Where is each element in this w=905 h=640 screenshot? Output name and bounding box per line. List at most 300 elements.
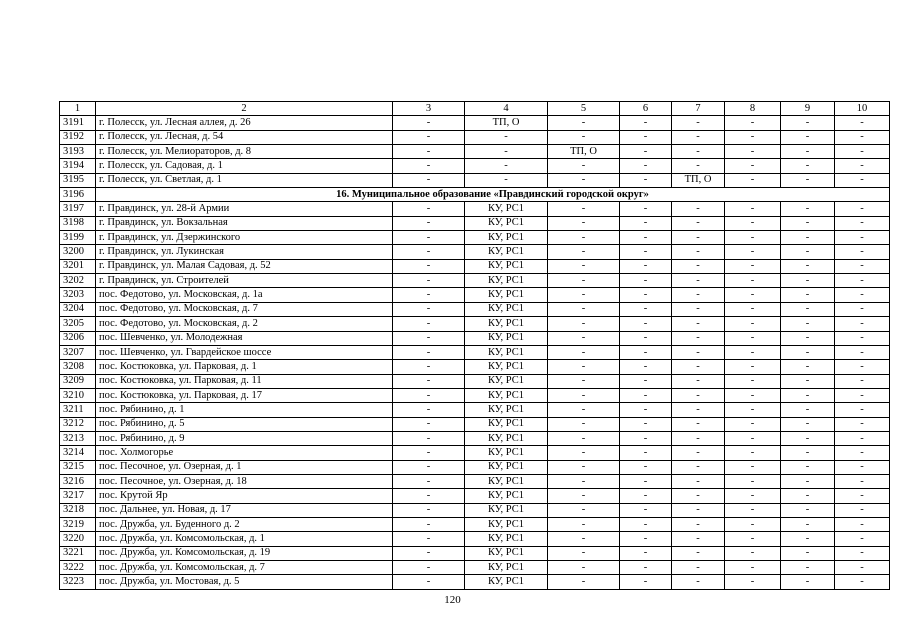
address-cell: пос. Дружба, ул. Комсомольская, д. 1: [96, 532, 393, 546]
table-row: [60, 431, 890, 445]
value-cell: -: [672, 231, 725, 245]
value-cell: КУ, РС1: [465, 517, 548, 531]
value-cell: -: [781, 360, 835, 374]
value-cell: -: [393, 403, 465, 417]
value-cell: -: [781, 561, 835, 575]
value-cell: -: [781, 173, 835, 187]
value-cell: -: [620, 532, 672, 546]
row-number: 3191: [60, 116, 96, 130]
address-cell: г. Полесск, ул. Светлая, д. 1: [96, 173, 393, 187]
value-cell: -: [620, 202, 672, 216]
address-cell: пос. Рябинино, д. 1: [96, 403, 393, 417]
value-cell: КУ, РС1: [465, 431, 548, 445]
value-cell: -: [548, 374, 620, 388]
row-number: 3204: [60, 302, 96, 316]
value-cell: -: [548, 489, 620, 503]
row-number: 3192: [60, 130, 96, 144]
value-cell: КУ, РС1: [465, 546, 548, 560]
value-cell: -: [393, 532, 465, 546]
value-cell: -: [835, 274, 890, 288]
value-cell: КУ, РС1: [465, 575, 548, 589]
address-cell: г. Правдинск, ул. Строителей: [96, 274, 393, 288]
table-row: [60, 517, 890, 531]
table-body: [60, 102, 890, 590]
row-number: 3208: [60, 360, 96, 374]
value-cell: -: [620, 159, 672, 173]
value-cell: -: [465, 130, 548, 144]
value-cell: -: [725, 317, 781, 331]
column-header: 6: [620, 102, 672, 116]
value-cell: -: [393, 561, 465, 575]
value-cell: -: [620, 145, 672, 159]
value-cell: -: [725, 331, 781, 345]
value-cell: -: [781, 317, 835, 331]
value-cell: -: [725, 159, 781, 173]
value-cell: -: [393, 546, 465, 560]
column-header: 1: [60, 102, 96, 116]
value-cell: -: [548, 388, 620, 402]
table-row: [60, 159, 890, 173]
row-number: 3220: [60, 532, 96, 546]
table-row: [60, 317, 890, 331]
value-cell: -: [781, 532, 835, 546]
value-cell: -: [672, 532, 725, 546]
value-cell: -: [672, 388, 725, 402]
value-cell: -: [781, 474, 835, 488]
value-cell: -: [672, 259, 725, 273]
value-cell: -: [620, 446, 672, 460]
value-cell: -: [620, 116, 672, 130]
value-cell: -: [548, 517, 620, 531]
value-cell: -: [672, 474, 725, 488]
value-cell: -: [548, 345, 620, 359]
address-cell: г. Полесск, ул. Лесная, д. 54: [96, 130, 393, 144]
value-cell: -: [548, 130, 620, 144]
value-cell: ТП, О: [548, 145, 620, 159]
value-cell: -: [835, 302, 890, 316]
value-cell: -: [548, 274, 620, 288]
section-row: [60, 188, 890, 202]
value-cell: -: [781, 345, 835, 359]
value-cell: -: [672, 317, 725, 331]
value-cell: -: [725, 360, 781, 374]
value-cell: -: [781, 130, 835, 144]
value-cell: -: [725, 388, 781, 402]
table-row: [60, 231, 890, 245]
value-cell: -: [393, 302, 465, 316]
value-cell: -: [835, 231, 890, 245]
value-cell: -: [781, 575, 835, 589]
value-cell: -: [835, 532, 890, 546]
value-cell: -: [393, 216, 465, 230]
value-cell: -: [835, 259, 890, 273]
value-cell: -: [465, 145, 548, 159]
value-cell: -: [835, 561, 890, 575]
value-cell: -: [548, 259, 620, 273]
value-cell: -: [672, 345, 725, 359]
column-header: 8: [725, 102, 781, 116]
register-table: [59, 101, 890, 590]
value-cell: -: [781, 517, 835, 531]
row-number: 3199: [60, 231, 96, 245]
value-cell: -: [835, 374, 890, 388]
value-cell: -: [725, 489, 781, 503]
value-cell: -: [393, 130, 465, 144]
value-cell: -: [725, 231, 781, 245]
value-cell: -: [835, 331, 890, 345]
value-cell: -: [835, 116, 890, 130]
value-cell: -: [781, 288, 835, 302]
table-row: [60, 417, 890, 431]
table-row: [60, 446, 890, 460]
value-cell: -: [548, 532, 620, 546]
table-row: [60, 130, 890, 144]
value-cell: -: [620, 317, 672, 331]
row-number: 3223: [60, 575, 96, 589]
value-cell: -: [548, 302, 620, 316]
value-cell: -: [465, 159, 548, 173]
column-header: 5: [548, 102, 620, 116]
value-cell: -: [835, 546, 890, 560]
value-cell: -: [620, 388, 672, 402]
value-cell: -: [781, 116, 835, 130]
value-cell: -: [835, 202, 890, 216]
value-cell: -: [620, 374, 672, 388]
value-cell: -: [725, 517, 781, 531]
value-cell: -: [672, 417, 725, 431]
value-cell: -: [672, 159, 725, 173]
address-cell: пос. Песочное, ул. Озерная, д. 1: [96, 460, 393, 474]
value-cell: -: [835, 360, 890, 374]
value-cell: -: [835, 145, 890, 159]
value-cell: -: [620, 489, 672, 503]
value-cell: -: [672, 360, 725, 374]
value-cell: -: [548, 202, 620, 216]
address-cell: пос. Дружба, ул. Комсомольская, д. 7: [96, 561, 393, 575]
row-number: 3203: [60, 288, 96, 302]
column-header: 3: [393, 102, 465, 116]
value-cell: -: [781, 388, 835, 402]
value-cell: -: [393, 345, 465, 359]
value-cell: -: [781, 546, 835, 560]
address-cell: г. Полесск, ул. Садовая, д. 1: [96, 159, 393, 173]
value-cell: -: [835, 345, 890, 359]
value-cell: -: [393, 331, 465, 345]
value-cell: КУ, РС1: [465, 245, 548, 259]
value-cell: -: [835, 317, 890, 331]
value-cell: -: [672, 274, 725, 288]
table-row: [60, 546, 890, 560]
value-cell: КУ, РС1: [465, 345, 548, 359]
value-cell: -: [393, 173, 465, 187]
value-cell: -: [835, 489, 890, 503]
column-header: 4: [465, 102, 548, 116]
value-cell: -: [781, 274, 835, 288]
value-cell: -: [548, 546, 620, 560]
address-cell: пос. Рябинино, д. 9: [96, 431, 393, 445]
value-cell: КУ, РС1: [465, 474, 548, 488]
value-cell: -: [548, 245, 620, 259]
value-cell: -: [393, 317, 465, 331]
value-cell: -: [781, 145, 835, 159]
table-row: [60, 173, 890, 187]
value-cell: КУ, РС1: [465, 317, 548, 331]
value-cell: -: [672, 431, 725, 445]
row-number: 3200: [60, 245, 96, 259]
value-cell: КУ, РС1: [465, 403, 548, 417]
value-cell: -: [725, 274, 781, 288]
value-cell: -: [672, 575, 725, 589]
value-cell: -: [620, 130, 672, 144]
row-number: 3198: [60, 216, 96, 230]
value-cell: -: [672, 202, 725, 216]
value-cell: -: [725, 474, 781, 488]
value-cell: -: [781, 446, 835, 460]
value-cell: -: [548, 446, 620, 460]
value-cell: -: [672, 116, 725, 130]
value-cell: -: [725, 575, 781, 589]
value-cell: -: [548, 216, 620, 230]
value-cell: -: [835, 216, 890, 230]
value-cell: -: [620, 345, 672, 359]
value-cell: -: [548, 331, 620, 345]
address-cell: пос. Федотово, ул. Московская, д. 1а: [96, 288, 393, 302]
value-cell: -: [781, 374, 835, 388]
value-cell: -: [620, 259, 672, 273]
table-header-row: [60, 102, 890, 116]
row-number: 3209: [60, 374, 96, 388]
address-cell: г. Правдинск, ул. Малая Садовая, д. 52: [96, 259, 393, 273]
address-cell: г. Правдинск, ул. Лукинская: [96, 245, 393, 259]
address-cell: пос. Костюковка, ул. Парковая, д. 1: [96, 360, 393, 374]
value-cell: -: [393, 231, 465, 245]
value-cell: -: [672, 460, 725, 474]
value-cell: -: [835, 417, 890, 431]
table-row: [60, 202, 890, 216]
value-cell: -: [620, 431, 672, 445]
address-cell: пос. Дальнее, ул. Новая, д. 17: [96, 503, 393, 517]
value-cell: КУ, РС1: [465, 360, 548, 374]
row-number: 3206: [60, 331, 96, 345]
value-cell: -: [393, 159, 465, 173]
value-cell: КУ, РС1: [465, 288, 548, 302]
value-cell: -: [672, 503, 725, 517]
value-cell: -: [620, 517, 672, 531]
value-cell: -: [620, 417, 672, 431]
value-cell: -: [393, 259, 465, 273]
address-cell: пос. Дружба, ул. Комсомольская, д. 19: [96, 546, 393, 560]
value-cell: -: [548, 575, 620, 589]
value-cell: -: [725, 374, 781, 388]
value-cell: -: [725, 173, 781, 187]
value-cell: -: [835, 403, 890, 417]
value-cell: -: [672, 145, 725, 159]
value-cell: -: [465, 173, 548, 187]
value-cell: -: [620, 288, 672, 302]
value-cell: -: [672, 288, 725, 302]
address-cell: пос. Дружба, ул. Мостовая, д. 5: [96, 575, 393, 589]
value-cell: -: [620, 546, 672, 560]
value-cell: -: [620, 231, 672, 245]
row-number: 3207: [60, 345, 96, 359]
address-cell: г. Правдинск, ул. Вокзальная: [96, 216, 393, 230]
table-row: [60, 288, 890, 302]
value-cell: КУ, РС1: [465, 489, 548, 503]
table-row: [60, 561, 890, 575]
column-header: 2: [96, 102, 393, 116]
table-row: [60, 474, 890, 488]
row-number: 3216: [60, 474, 96, 488]
row-number: 3193: [60, 145, 96, 159]
value-cell: -: [548, 360, 620, 374]
value-cell: -: [725, 345, 781, 359]
address-cell: пос. Костюковка, ул. Парковая, д. 11: [96, 374, 393, 388]
value-cell: -: [725, 259, 781, 273]
value-cell: -: [781, 431, 835, 445]
value-cell: -: [725, 116, 781, 130]
value-cell: -: [620, 173, 672, 187]
value-cell: -: [548, 561, 620, 575]
value-cell: -: [672, 245, 725, 259]
value-cell: -: [835, 388, 890, 402]
row-number: 3219: [60, 517, 96, 531]
table-row: [60, 216, 890, 230]
value-cell: -: [725, 532, 781, 546]
row-number: 3195: [60, 173, 96, 187]
value-cell: -: [781, 403, 835, 417]
value-cell: -: [393, 116, 465, 130]
row-number: 3196: [60, 188, 96, 202]
table-row: [60, 532, 890, 546]
table-row: [60, 374, 890, 388]
value-cell: -: [393, 489, 465, 503]
value-cell: -: [393, 245, 465, 259]
value-cell: -: [620, 331, 672, 345]
table-row: [60, 575, 890, 589]
address-cell: г. Полесск, ул. Лесная аллея, д. 26: [96, 116, 393, 130]
value-cell: -: [725, 561, 781, 575]
value-cell: -: [548, 417, 620, 431]
value-cell: КУ, РС1: [465, 202, 548, 216]
table-row: [60, 489, 890, 503]
table-row: [60, 259, 890, 273]
value-cell: -: [393, 575, 465, 589]
value-cell: -: [781, 503, 835, 517]
value-cell: -: [548, 231, 620, 245]
value-cell: -: [620, 274, 672, 288]
table-row: [60, 245, 890, 259]
value-cell: -: [393, 446, 465, 460]
value-cell: -: [548, 116, 620, 130]
value-cell: ТП, О: [672, 173, 725, 187]
value-cell: -: [835, 460, 890, 474]
column-header: 10: [835, 102, 890, 116]
value-cell: -: [393, 360, 465, 374]
value-cell: -: [781, 302, 835, 316]
value-cell: -: [620, 460, 672, 474]
value-cell: КУ, РС1: [465, 561, 548, 575]
row-number: 3197: [60, 202, 96, 216]
value-cell: -: [548, 431, 620, 445]
value-cell: -: [835, 173, 890, 187]
value-cell: -: [672, 561, 725, 575]
value-cell: -: [620, 216, 672, 230]
value-cell: -: [393, 288, 465, 302]
value-cell: -: [620, 561, 672, 575]
value-cell: -: [725, 245, 781, 259]
value-cell: -: [620, 245, 672, 259]
address-cell: г. Полесск, ул. Мелиораторов, д. 8: [96, 145, 393, 159]
address-cell: пос. Костюковка, ул. Парковая, д. 17: [96, 388, 393, 402]
value-cell: -: [835, 446, 890, 460]
value-cell: -: [393, 517, 465, 531]
value-cell: -: [725, 130, 781, 144]
value-cell: КУ, РС1: [465, 231, 548, 245]
address-cell: пос. Крутой Яр: [96, 489, 393, 503]
value-cell: -: [835, 575, 890, 589]
value-cell: -: [781, 460, 835, 474]
value-cell: -: [725, 546, 781, 560]
address-cell: пос. Шевченко, ул. Гвардейское шоссе: [96, 345, 393, 359]
row-number: 3212: [60, 417, 96, 431]
value-cell: -: [672, 489, 725, 503]
value-cell: -: [781, 159, 835, 173]
value-cell: КУ, РС1: [465, 274, 548, 288]
value-cell: -: [725, 446, 781, 460]
value-cell: -: [672, 302, 725, 316]
value-cell: КУ, РС1: [465, 503, 548, 517]
value-cell: -: [672, 446, 725, 460]
value-cell: -: [393, 374, 465, 388]
row-number: 3214: [60, 446, 96, 460]
value-cell: -: [393, 274, 465, 288]
value-cell: -: [393, 474, 465, 488]
address-cell: пос. Песочное, ул. Озерная, д. 18: [96, 474, 393, 488]
value-cell: -: [835, 245, 890, 259]
table-row: [60, 503, 890, 517]
table-row: [60, 145, 890, 159]
value-cell: -: [835, 431, 890, 445]
value-cell: КУ, РС1: [465, 259, 548, 273]
row-number: 3215: [60, 460, 96, 474]
row-number: 3205: [60, 317, 96, 331]
table-row: [60, 331, 890, 345]
value-cell: -: [725, 145, 781, 159]
value-cell: -: [620, 360, 672, 374]
row-number: 3217: [60, 489, 96, 503]
row-number: 3221: [60, 546, 96, 560]
value-cell: -: [781, 417, 835, 431]
row-number: 3210: [60, 388, 96, 402]
value-cell: -: [835, 130, 890, 144]
value-cell: -: [393, 202, 465, 216]
value-cell: КУ, РС1: [465, 374, 548, 388]
value-cell: -: [620, 403, 672, 417]
value-cell: КУ, РС1: [465, 532, 548, 546]
value-cell: -: [725, 503, 781, 517]
value-cell: -: [781, 489, 835, 503]
value-cell: -: [548, 460, 620, 474]
value-cell: -: [725, 403, 781, 417]
value-cell: -: [672, 546, 725, 560]
value-cell: -: [548, 317, 620, 331]
value-cell: -: [672, 517, 725, 531]
value-cell: -: [620, 474, 672, 488]
value-cell: -: [393, 503, 465, 517]
value-cell: -: [781, 259, 835, 273]
value-cell: КУ, РС1: [465, 216, 548, 230]
column-header: 7: [672, 102, 725, 116]
